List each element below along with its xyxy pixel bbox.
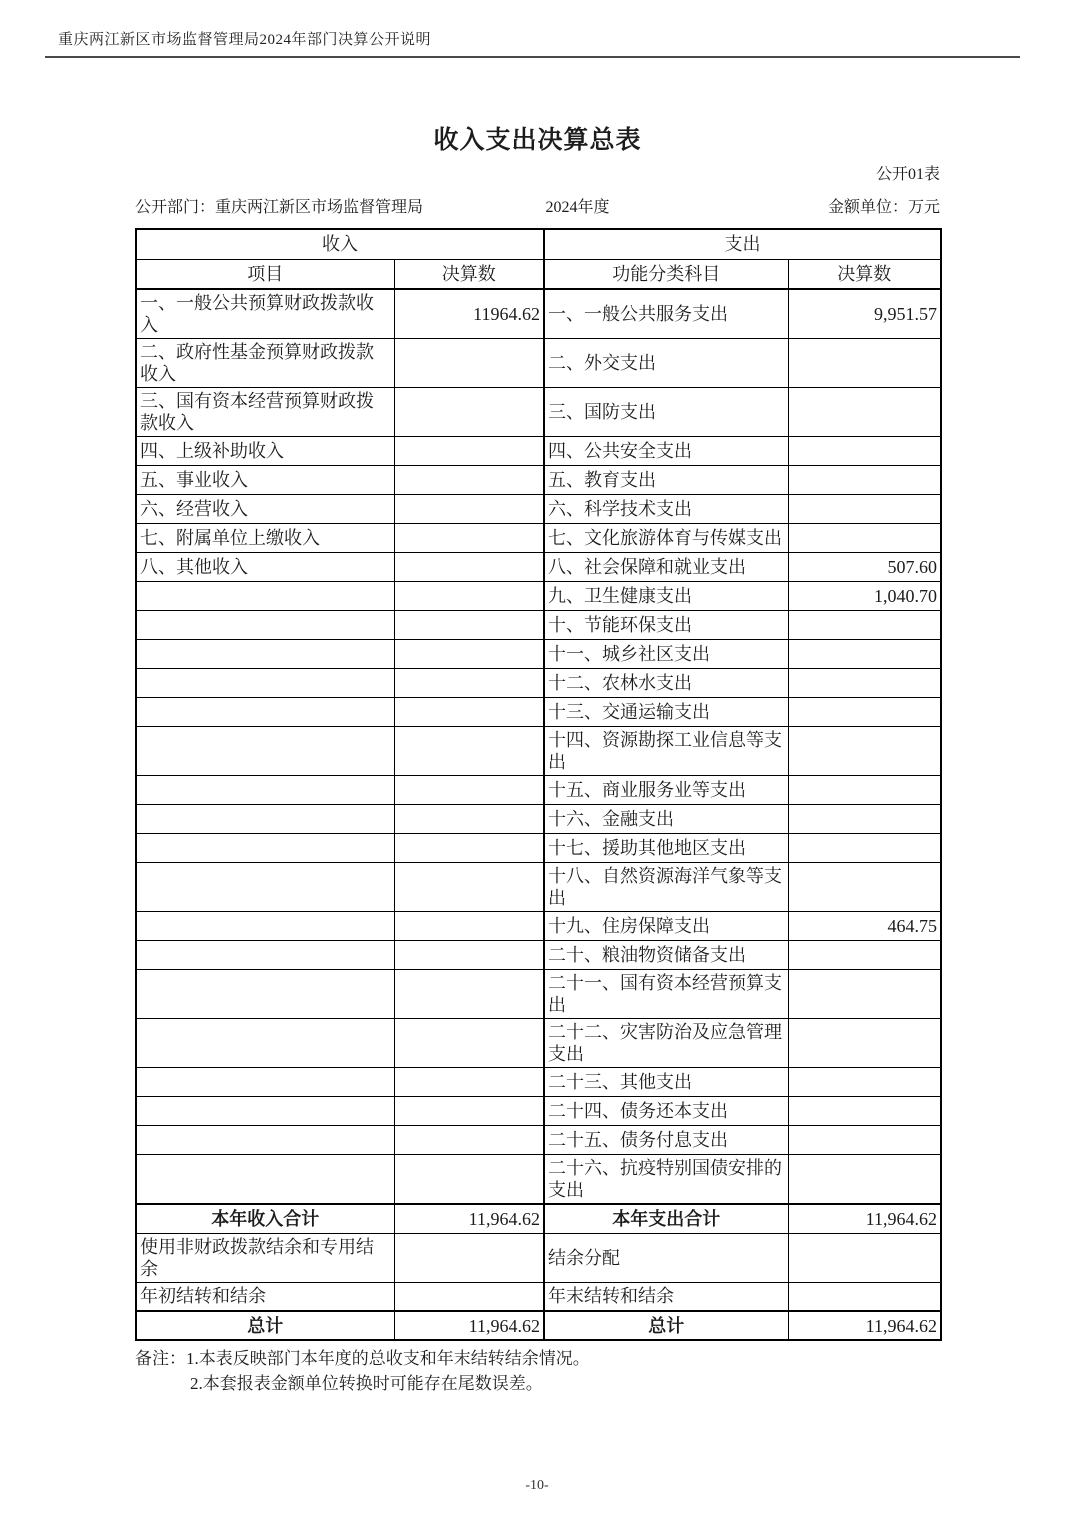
- income-item-cell: 四、上级补助收入: [136, 437, 394, 466]
- table-row: [136, 1068, 941, 1097]
- expense-item-cell: 二十六、抗疫特别国债安排的支出: [544, 1155, 788, 1205]
- expense-value-cell: [788, 640, 941, 669]
- table-row: [136, 339, 941, 388]
- income-value-cell: [394, 1068, 544, 1097]
- table-row: [136, 834, 941, 863]
- table-row: [136, 437, 941, 466]
- expense-item-cell: 三、国防支出: [544, 388, 788, 437]
- expense-value-cell: 1,040.70: [788, 582, 941, 611]
- expense-item-cell: 年末结转和结余: [544, 1282, 788, 1311]
- table-row: [136, 727, 941, 776]
- table-row: [136, 1019, 941, 1068]
- expense-item-cell: 六、科学技术支出: [544, 495, 788, 524]
- expense-item-cell: 十、节能环保支出: [544, 611, 788, 640]
- content-area: [135, 124, 940, 1396]
- income-value-cell: [394, 339, 544, 388]
- expense-item-cell: 一、一般公共服务支出: [544, 289, 788, 339]
- table-row: [136, 698, 941, 727]
- income-value-cell: 11964.62: [394, 289, 544, 339]
- income-value-cell: [394, 466, 544, 495]
- expense-item-cell: 十三、交通运输支出: [544, 698, 788, 727]
- expense-value-cell: [788, 698, 941, 727]
- income-item-cell: [136, 776, 394, 805]
- income-value-cell: [394, 437, 544, 466]
- expense-item-cell: 五、教育支出: [544, 466, 788, 495]
- expense-value-cell: 9,951.57: [788, 289, 941, 339]
- income-value-cell: [394, 1282, 544, 1311]
- document-header-text: 重庆两江新区市场监督管理局2024年部门决算公开说明: [58, 32, 432, 48]
- expense-value-cell: [788, 388, 941, 437]
- table-row: [136, 776, 941, 805]
- table-row: [136, 912, 941, 941]
- expense-item-cell: 二十四、债务还本支出: [544, 1097, 788, 1126]
- expense-item-cell: 四、公共安全支出: [544, 437, 788, 466]
- expense-item-cell: 十五、商业服务业等支出: [544, 776, 788, 805]
- expense-value-cell: [788, 941, 941, 970]
- expense-item-cell: 十七、援助其他地区支出: [544, 834, 788, 863]
- expense-value-cell: [788, 863, 941, 912]
- expense-item-cell: 二十二、灾害防治及应急管理支出: [544, 1019, 788, 1068]
- expense-value-cell: [788, 1282, 941, 1311]
- income-value-cell: [394, 970, 544, 1019]
- meta-row: [135, 196, 940, 220]
- expense-value-cell: [788, 776, 941, 805]
- expense-item-cell: 十八、自然资源海洋气象等支出: [544, 863, 788, 912]
- income-item-cell: 使用非财政拨款结余和专用结余: [136, 1233, 394, 1282]
- income-item-cell: 五、事业收入: [136, 466, 394, 495]
- table-section-header-row: [136, 229, 941, 259]
- expense-value-cell: 507.60: [788, 553, 941, 582]
- income-value-cell: [394, 1155, 544, 1205]
- expense-value-cell: [788, 1068, 941, 1097]
- table-row: [136, 1204, 941, 1233]
- page-number: -10-: [525, 1478, 549, 1493]
- income-item-cell: [136, 1155, 394, 1205]
- income-value-cell: [394, 698, 544, 727]
- expense-item-cell: 二十五、债务付息支出: [544, 1126, 788, 1155]
- notes-block: [135, 1346, 940, 1396]
- expense-item-cell: 结余分配: [544, 1233, 788, 1282]
- income-item-cell: [136, 582, 394, 611]
- table-row: [136, 863, 941, 912]
- expense-value-cell: [788, 834, 941, 863]
- table-row: [136, 941, 941, 970]
- expense-item-cell: 二十一、国有资本经营预算支出: [544, 970, 788, 1019]
- income-value-cell: [394, 611, 544, 640]
- meta-unit: 金额单位：万元: [827, 199, 940, 216]
- table-row: [136, 805, 941, 834]
- expense-value-cell: [788, 466, 941, 495]
- table-row: [136, 553, 941, 582]
- expense-value-cell: [788, 437, 941, 466]
- table-row: [136, 669, 941, 698]
- income-item-cell: 总计: [136, 1311, 394, 1340]
- income-section-header: 收入: [136, 229, 544, 259]
- income-item-cell: 二、政府性基金预算财政拨款收入: [136, 339, 394, 388]
- income-value-cell: [394, 669, 544, 698]
- income-value-cell: [394, 495, 544, 524]
- expense-item-cell: 十六、金融支出: [544, 805, 788, 834]
- expense-item-cell: 二、外交支出: [544, 339, 788, 388]
- income-value-cell: [394, 388, 544, 437]
- table-row: [136, 1126, 941, 1155]
- meta-year: 2024年度: [545, 199, 610, 216]
- col-header-income-item: 项目: [136, 259, 394, 289]
- income-item-cell: [136, 727, 394, 776]
- income-item-cell: 本年收入合计: [136, 1204, 394, 1233]
- expense-value-cell: [788, 970, 941, 1019]
- expense-value-cell: [788, 1019, 941, 1068]
- income-item-cell: [136, 1019, 394, 1068]
- col-header-expense-function: 功能分类科目: [544, 259, 788, 289]
- income-item-cell: [136, 611, 394, 640]
- expense-item-cell: 九、卫生健康支出: [544, 582, 788, 611]
- expense-value-cell: [788, 1233, 941, 1282]
- income-item-cell: 七、附属单位上缴收入: [136, 524, 394, 553]
- table-label: 公开01表: [875, 166, 940, 183]
- income-value-cell: 11,964.62: [394, 1311, 544, 1340]
- income-value-cell: [394, 727, 544, 776]
- table-row: [136, 970, 941, 1019]
- table-row: [136, 289, 941, 339]
- income-item-cell: [136, 941, 394, 970]
- expense-item-cell: 十二、农林水支出: [544, 669, 788, 698]
- table-row: [136, 1311, 941, 1340]
- expense-item-cell: 十九、住房保障支出: [544, 912, 788, 941]
- expense-section-header: 支出: [544, 229, 941, 259]
- col-header-income-amount: 决算数: [394, 259, 544, 289]
- income-item-cell: [136, 1068, 394, 1097]
- note-line: 备注：1.本表反映部门本年度的总收支和年末结转结余情况。: [135, 1349, 590, 1368]
- expense-value-cell: [788, 524, 941, 553]
- expense-value-cell: 11,964.62: [788, 1311, 941, 1340]
- income-value-cell: [394, 863, 544, 912]
- income-item-cell: [136, 698, 394, 727]
- table-row: [136, 524, 941, 553]
- income-item-cell: [136, 805, 394, 834]
- table-row: [136, 582, 941, 611]
- expense-item-cell: 七、文化旅游体育与传媒支出: [544, 524, 788, 553]
- income-value-cell: [394, 1019, 544, 1068]
- income-value-cell: [394, 941, 544, 970]
- income-item-cell: [136, 970, 394, 1019]
- income-item-cell: [136, 834, 394, 863]
- income-value-cell: [394, 582, 544, 611]
- income-value-cell: [394, 805, 544, 834]
- income-item-cell: [136, 1097, 394, 1126]
- income-item-cell: 六、经营收入: [136, 495, 394, 524]
- income-item-cell: 年初结转和结余: [136, 1282, 394, 1311]
- expense-value-cell: 11,964.62: [788, 1204, 941, 1233]
- expense-value-cell: [788, 495, 941, 524]
- expense-value-cell: [788, 805, 941, 834]
- expense-item-cell: 二十三、其他支出: [544, 1068, 788, 1097]
- budget-summary-table: [135, 228, 942, 1341]
- income-value-cell: [394, 524, 544, 553]
- meta-department: 公开部门：重庆两江新区市场监督管理局: [135, 199, 424, 216]
- income-value-cell: [394, 776, 544, 805]
- expense-value-cell: [788, 1155, 941, 1205]
- expense-item-cell: 本年支出合计: [544, 1204, 788, 1233]
- income-item-cell: 八、其他收入: [136, 553, 394, 582]
- expense-value-cell: 464.75: [788, 912, 941, 941]
- table-column-header-row: [136, 259, 941, 289]
- note-line: 2.本套报表金额单位转换时可能存在尾数误差。: [190, 1374, 543, 1393]
- table-row: [136, 388, 941, 437]
- table-row: [136, 1097, 941, 1126]
- income-item-cell: [136, 640, 394, 669]
- expense-item-cell: 十一、城乡社区支出: [544, 640, 788, 669]
- table-row: [136, 466, 941, 495]
- expense-item-cell: 十四、资源勘探工业信息等支出: [544, 727, 788, 776]
- expense-value-cell: [788, 727, 941, 776]
- table-row: [136, 1282, 941, 1311]
- income-value-cell: [394, 1233, 544, 1282]
- income-value-cell: [394, 912, 544, 941]
- page-title: 收入支出决算总表: [433, 127, 642, 154]
- income-item-cell: [136, 1126, 394, 1155]
- income-value-cell: [394, 1097, 544, 1126]
- income-value-cell: [394, 834, 544, 863]
- income-value-cell: [394, 553, 544, 582]
- expense-value-cell: [788, 611, 941, 640]
- income-item-cell: 一、一般公共预算财政拨款收入: [136, 289, 394, 339]
- income-value-cell: [394, 640, 544, 669]
- income-item-cell: 三、国有资本经营预算财政拨款收入: [136, 388, 394, 437]
- col-header-expense-amount: 决算数: [788, 259, 941, 289]
- expense-item-cell: 二十、粮油物资储备支出: [544, 941, 788, 970]
- income-item-cell: [136, 863, 394, 912]
- expense-item-cell: 八、社会保障和就业支出: [544, 553, 788, 582]
- table-row: [136, 1155, 941, 1205]
- expense-value-cell: [788, 339, 941, 388]
- expense-value-cell: [788, 1126, 941, 1155]
- income-item-cell: [136, 669, 394, 698]
- income-value-cell: [394, 1126, 544, 1155]
- table-row: [136, 640, 941, 669]
- income-value-cell: 11,964.62: [394, 1204, 544, 1233]
- table-row: [136, 611, 941, 640]
- header-divider: [45, 56, 1020, 58]
- table-row: [136, 495, 941, 524]
- table-row: [136, 1233, 941, 1282]
- expense-value-cell: [788, 669, 941, 698]
- income-item-cell: [136, 912, 394, 941]
- expense-value-cell: [788, 1097, 941, 1126]
- expense-item-cell: 总计: [544, 1311, 788, 1340]
